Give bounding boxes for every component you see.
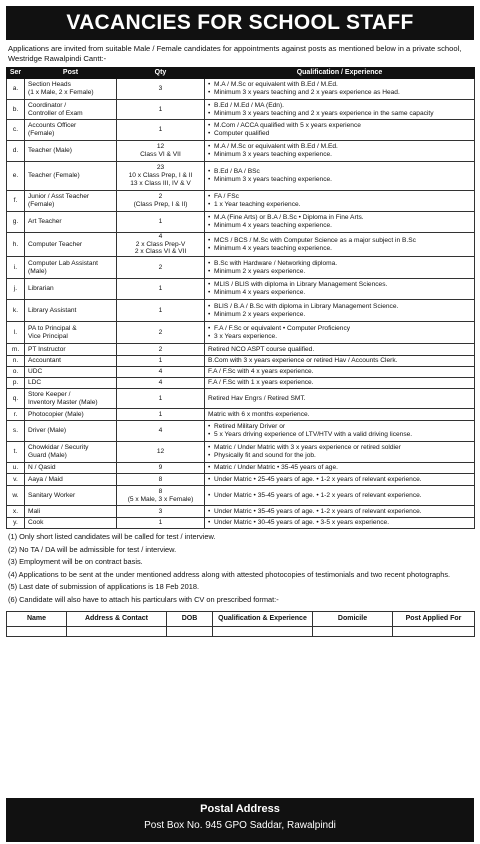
qty-line: 23 bbox=[156, 164, 165, 172]
post-line: Accounts Officer bbox=[28, 122, 77, 130]
cv-format-header: Qualification & Experience bbox=[213, 611, 313, 626]
qualification-line: Retired NCO ASPT course qualified. bbox=[208, 345, 315, 353]
table-row bbox=[7, 212, 475, 233]
note-item: (2) No TA / DA will be admissible for test / interview. bbox=[8, 544, 177, 554]
post-line: Librarian bbox=[28, 285, 54, 293]
qty-line: 13 x Class III, IV & V bbox=[130, 179, 191, 187]
qty-line: (5 x Male, 3 x Female) bbox=[127, 495, 194, 503]
qualification-line: • 5 x Years driving experience of LTV/HTV with a valid driving license. bbox=[208, 431, 471, 439]
qty-line: 1 bbox=[158, 357, 163, 365]
table-header-row bbox=[7, 68, 475, 79]
header-qty: Qty bbox=[117, 68, 205, 79]
row-post bbox=[25, 389, 117, 409]
qualification-line: • M.A / M.Sc or equivalent with B.Ed / M.Ed. bbox=[208, 81, 471, 89]
row-ser: b. bbox=[7, 100, 25, 120]
qty-line: 12 bbox=[156, 143, 165, 151]
note-item: (1) Only short listed candidates will be called for test / interview. bbox=[8, 532, 216, 542]
qty-line: 4 bbox=[158, 368, 163, 376]
qty-line: 2 bbox=[158, 263, 163, 271]
qualification-line: • F.A / F.Sc or equivalent • Computer Proficiency bbox=[208, 325, 471, 333]
qualification-line: • Under Matric • 35-45 years of age. • 1-2 x years of relevant experience. bbox=[208, 492, 471, 500]
table-row bbox=[7, 344, 475, 356]
qualification-line: • Minimum 2 x years experience. bbox=[208, 311, 471, 319]
note-item: (3) Employment will be on contract basis. bbox=[8, 557, 143, 567]
row-qty bbox=[117, 344, 205, 356]
row-qualification bbox=[205, 356, 475, 367]
post-line: (Female) bbox=[28, 130, 55, 137]
table-row bbox=[7, 421, 475, 442]
cv-format-cell bbox=[167, 626, 213, 636]
row-qualification bbox=[205, 233, 475, 257]
qualification-line: • M.A (Fine Arts) or B.A / B.Sc • Diploma in Fine Arts. bbox=[208, 214, 471, 222]
row-post bbox=[25, 344, 117, 356]
qualification-line: B.Com with 3 x years experience or retired Hav / Accounts Clerk. bbox=[208, 357, 398, 365]
qualification-line: • FA / FSc bbox=[208, 193, 471, 201]
row-post bbox=[25, 421, 117, 442]
table-row bbox=[7, 442, 475, 463]
header-qualification: Qualification / Experience bbox=[205, 68, 475, 79]
qualification-line: • Under Matric • 25-45 years of age. • 1-2 x years of relevant experience. bbox=[208, 476, 471, 484]
row-qualification bbox=[205, 421, 475, 442]
table-row bbox=[7, 322, 475, 344]
table-row bbox=[7, 518, 475, 529]
row-qty bbox=[117, 409, 205, 421]
table-row bbox=[7, 279, 475, 300]
row-qualification bbox=[205, 212, 475, 233]
row-ser: m. bbox=[7, 344, 25, 356]
table-row bbox=[7, 389, 475, 409]
vacancies-table bbox=[6, 67, 475, 529]
postal-address: Post Box No. 945 GPO Saddar, Rawalpindi bbox=[144, 820, 336, 831]
qualification-line: • Minimum 2 x years experience. bbox=[208, 268, 471, 276]
row-post bbox=[25, 162, 117, 191]
cv-format-header: Name bbox=[7, 611, 67, 626]
qualification-line: • Minimum 3 x years teaching and 2 x years experience in the same capacity bbox=[208, 110, 471, 118]
table-row bbox=[7, 300, 475, 322]
post-line: Cook bbox=[28, 519, 44, 527]
qty-line: 10 x Class Prep, I & II bbox=[128, 172, 193, 180]
row-qty bbox=[117, 474, 205, 486]
table-row bbox=[7, 79, 475, 100]
qualification-line: • M.A / M.Sc or equivalent with B.Ed / M.Ed. bbox=[208, 143, 471, 151]
cv-format-cell bbox=[213, 626, 313, 636]
qty-line: 2 x Class Prep-V bbox=[135, 240, 186, 248]
table-row bbox=[7, 486, 475, 506]
post-line: Coordinator / bbox=[28, 101, 67, 109]
row-post bbox=[25, 191, 117, 212]
row-ser: e. bbox=[7, 162, 25, 191]
qualification-line: • Matric / Under Matric • 35-45 years of age. bbox=[208, 464, 471, 472]
row-qualification bbox=[205, 367, 475, 378]
post-line: Mali bbox=[28, 507, 41, 515]
header-post: Post bbox=[25, 68, 117, 79]
qty-line: 3 bbox=[158, 507, 163, 515]
cv-format-header: Domicile bbox=[313, 611, 393, 626]
post-line: Art Teacher bbox=[28, 218, 62, 226]
cv-format-cell bbox=[313, 626, 393, 636]
post-line: Photocopier (Male) bbox=[28, 410, 84, 418]
row-ser: o. bbox=[7, 367, 25, 378]
row-qty bbox=[117, 389, 205, 409]
header-ser: Ser bbox=[7, 68, 25, 79]
table-row bbox=[7, 409, 475, 421]
table-row bbox=[7, 191, 475, 212]
row-qualification bbox=[205, 409, 475, 421]
row-qty bbox=[117, 378, 205, 389]
qualification-line: • M.Com / ACCA qualified with 5 x years experience bbox=[208, 122, 471, 130]
row-ser: d. bbox=[7, 141, 25, 162]
row-post bbox=[25, 279, 117, 300]
row-post bbox=[25, 141, 117, 162]
qty-line: 2 x Class VI & VII bbox=[134, 248, 187, 256]
post-line: Section Heads bbox=[28, 81, 71, 89]
row-qty bbox=[117, 191, 205, 212]
row-post bbox=[25, 233, 117, 257]
post-line: Teacher (Female) bbox=[28, 172, 80, 180]
page-title: VACANCIES FOR SCHOOL STAFF bbox=[66, 11, 414, 34]
post-line: Controller of Exam bbox=[28, 109, 83, 117]
post-line: Inventory Master (Male) bbox=[28, 398, 98, 406]
qty-line: 1 bbox=[158, 285, 163, 293]
note-item: (6) Candidate will also have to attach his particulars with CV on prescribed format:- bbox=[8, 595, 279, 605]
row-qty bbox=[117, 442, 205, 463]
row-qty bbox=[117, 486, 205, 506]
row-qualification bbox=[205, 100, 475, 120]
qty-line: 1 bbox=[158, 105, 163, 113]
post-line: (1 x Male, 2 x Female) bbox=[28, 89, 94, 96]
post-line: Computer Lab Assistant bbox=[28, 259, 99, 267]
row-qty bbox=[117, 79, 205, 100]
row-qualification bbox=[205, 518, 475, 529]
postal-address-box bbox=[6, 798, 474, 842]
cv-format-blank-row bbox=[7, 626, 475, 636]
row-post bbox=[25, 100, 117, 120]
row-post bbox=[25, 474, 117, 486]
notes-list bbox=[8, 531, 472, 607]
cv-format-header: Post Applied For bbox=[393, 611, 475, 626]
qualification-line: • Matric / Under Matric with 3 x years experience or retired soldier bbox=[208, 444, 471, 452]
post-line: LDC bbox=[28, 379, 42, 387]
cv-format-header: Address & Contact bbox=[67, 611, 167, 626]
row-qualification bbox=[205, 322, 475, 344]
table-row bbox=[7, 378, 475, 389]
table-row bbox=[7, 367, 475, 378]
qualification-line: • Under Matric • 30-45 years of age. • 3-5 x years experience. bbox=[208, 519, 471, 527]
row-post bbox=[25, 506, 117, 518]
row-post bbox=[25, 257, 117, 279]
row-qualification bbox=[205, 389, 475, 409]
qualification-line: Retired Hav Engrs / Retired SMT. bbox=[208, 394, 306, 402]
row-qty bbox=[117, 322, 205, 344]
cv-format-cell bbox=[67, 626, 167, 636]
qty-line: 3 bbox=[158, 85, 163, 93]
table-row bbox=[7, 474, 475, 486]
table-row bbox=[7, 506, 475, 518]
table-row bbox=[7, 100, 475, 120]
row-qty bbox=[117, 421, 205, 442]
row-qualification bbox=[205, 257, 475, 279]
row-ser: j. bbox=[7, 279, 25, 300]
post-line: Chowkidar / Security bbox=[28, 444, 89, 452]
qualification-line: Matric with 6 x months experience. bbox=[208, 410, 310, 418]
row-qualification bbox=[205, 344, 475, 356]
post-line: Store Keeper / bbox=[28, 390, 71, 398]
qty-line: 1 bbox=[158, 218, 163, 226]
post-line: Vice Principal bbox=[28, 332, 68, 340]
row-qualification bbox=[205, 378, 475, 389]
row-post bbox=[25, 486, 117, 506]
table-row bbox=[7, 356, 475, 367]
row-qty bbox=[117, 356, 205, 367]
qualification-line: • Minimum 4 x years teaching experience. bbox=[208, 222, 471, 230]
row-qty bbox=[117, 233, 205, 257]
cv-format-cell bbox=[393, 626, 475, 636]
title-bar bbox=[6, 6, 474, 40]
row-qty bbox=[117, 257, 205, 279]
qualification-line: • Under Matric • 35-45 years of age. • 1-2 x years of relevant experience. bbox=[208, 508, 471, 516]
row-post bbox=[25, 463, 117, 474]
row-qty bbox=[117, 463, 205, 474]
table-row bbox=[7, 233, 475, 257]
row-ser: h. bbox=[7, 233, 25, 257]
qty-line: 2 bbox=[158, 193, 163, 201]
post-line: UDC bbox=[28, 368, 43, 376]
row-ser: r. bbox=[7, 409, 25, 421]
row-qty bbox=[117, 279, 205, 300]
post-line: Guard (Male) bbox=[28, 452, 67, 460]
row-ser: v. bbox=[7, 474, 25, 486]
row-qualification bbox=[205, 486, 475, 506]
post-line: Junior / Asst Teacher bbox=[28, 193, 90, 201]
qty-line: 1 bbox=[158, 410, 163, 418]
qualification-line: F.A / F.Sc with 1 x years experience. bbox=[208, 379, 314, 387]
note-item: (5) Last date of submission of applications is 18 Feb 2018. bbox=[8, 582, 200, 592]
note-item: (4) Applications to be sent at the under mentioned address along with attested photocopies of testimonials and two recent photographs. bbox=[8, 569, 451, 579]
row-qualification bbox=[205, 79, 475, 100]
row-ser: p. bbox=[7, 378, 25, 389]
row-qty bbox=[117, 506, 205, 518]
qty-line: 4 bbox=[158, 379, 163, 387]
qualification-line: • Minimum 3 x years teaching and 2 x years experience as Head. bbox=[208, 89, 471, 97]
post-line: Sanitary Worker bbox=[28, 491, 76, 499]
table-row bbox=[7, 257, 475, 279]
row-post bbox=[25, 212, 117, 233]
qualification-line: • Minimum 3 x years teaching experience. bbox=[208, 151, 471, 159]
table-row bbox=[7, 162, 475, 191]
row-ser: y. bbox=[7, 518, 25, 529]
qty-line: 1 bbox=[158, 394, 163, 402]
row-ser: i. bbox=[7, 257, 25, 279]
row-post bbox=[25, 356, 117, 367]
qualification-line: • Physically fit and sound for the job. bbox=[208, 452, 471, 460]
row-post bbox=[25, 409, 117, 421]
row-qty bbox=[117, 212, 205, 233]
row-qty bbox=[117, 100, 205, 120]
qualification-line: F.A / F.Sc with 4 x years experience. bbox=[208, 368, 314, 376]
qualification-line: • Retired Military Driver or bbox=[208, 423, 471, 431]
postal-title: Postal Address bbox=[200, 803, 280, 815]
qty-line: 2 bbox=[158, 345, 163, 353]
row-ser: g. bbox=[7, 212, 25, 233]
cv-format-cell bbox=[7, 626, 67, 636]
row-ser: k. bbox=[7, 300, 25, 322]
qty-line: (Class Prep, I & II) bbox=[133, 201, 188, 208]
post-line: N / Qasid bbox=[28, 464, 56, 472]
row-qty bbox=[117, 120, 205, 141]
qualification-line: • MLIS / BLIS with diploma in Library Management Sciences. bbox=[208, 281, 471, 289]
row-qualification bbox=[205, 300, 475, 322]
row-qualification bbox=[205, 191, 475, 212]
row-post bbox=[25, 322, 117, 344]
post-line: Aaya / Maid bbox=[28, 475, 63, 483]
row-ser: n. bbox=[7, 356, 25, 367]
row-post bbox=[25, 300, 117, 322]
qty-line: 8 bbox=[158, 487, 163, 495]
qualification-line: • BLIS / B.A / B.Sc with diploma in Library Management Science. bbox=[208, 303, 471, 311]
qty-line: Class VI & VII bbox=[140, 151, 181, 158]
row-qualification bbox=[205, 162, 475, 191]
cv-format-header: DOB bbox=[167, 611, 213, 626]
qty-line: 2 bbox=[158, 328, 163, 336]
qty-line: 8 bbox=[158, 475, 163, 483]
row-qty bbox=[117, 141, 205, 162]
row-post bbox=[25, 120, 117, 141]
post-line: PT Instructor bbox=[28, 345, 66, 353]
row-ser: u. bbox=[7, 463, 25, 474]
qualification-line: • Minimum 4 x years teaching experience. bbox=[208, 245, 471, 253]
row-ser: t. bbox=[7, 442, 25, 463]
row-ser: s. bbox=[7, 421, 25, 442]
qualification-line: • B.Ed / M.Ed / MA (Edn). bbox=[208, 102, 471, 110]
post-line: PA to Principal & bbox=[28, 324, 77, 332]
row-post bbox=[25, 378, 117, 389]
qualification-line: • Minimum 3 x years teaching experience. bbox=[208, 176, 471, 184]
post-line: Teacher (Male) bbox=[28, 147, 72, 155]
row-ser: q. bbox=[7, 389, 25, 409]
row-qualification bbox=[205, 474, 475, 486]
table-row bbox=[7, 141, 475, 162]
row-ser: l. bbox=[7, 322, 25, 344]
row-ser: c. bbox=[7, 120, 25, 141]
qty-line: 1 bbox=[158, 519, 163, 527]
qty-line: 1 bbox=[158, 126, 163, 134]
cv-format-table bbox=[6, 611, 475, 637]
row-post bbox=[25, 79, 117, 100]
qty-line: 9 bbox=[158, 464, 163, 472]
qty-line: 4 bbox=[158, 233, 163, 240]
row-qualification bbox=[205, 506, 475, 518]
table-row bbox=[7, 120, 475, 141]
qty-line: 12 bbox=[156, 448, 165, 456]
post-line: Accountant bbox=[28, 357, 61, 365]
qualification-line: • MCS / BCS / M.Sc with Computer Science as a major subject in B.Sc bbox=[208, 237, 471, 245]
cv-format-header-row bbox=[7, 611, 475, 626]
row-post bbox=[25, 367, 117, 378]
row-qty bbox=[117, 300, 205, 322]
advertisement bbox=[6, 6, 474, 838]
row-qty bbox=[117, 367, 205, 378]
row-ser: a. bbox=[7, 79, 25, 100]
vacancies-body bbox=[7, 79, 475, 529]
post-line: (Male) bbox=[28, 267, 47, 275]
row-post bbox=[25, 442, 117, 463]
qualification-line: • Minimum 4 x years experience. bbox=[208, 289, 471, 297]
qualification-line: • B.Ed / BA / BSc bbox=[208, 168, 471, 176]
row-post bbox=[25, 518, 117, 529]
post-line: (Female) bbox=[28, 201, 55, 208]
row-ser: f. bbox=[7, 191, 25, 212]
row-qty bbox=[117, 518, 205, 529]
row-ser: x. bbox=[7, 506, 25, 518]
qualification-line: • 1 x Year teaching experience. bbox=[208, 201, 471, 209]
row-qualification bbox=[205, 141, 475, 162]
intro-text: Applications are invited from suitable Male / Female candidates for appointments against posts as mentioned below in a private school, Westridge Rawalpindi Cantt:- bbox=[8, 44, 462, 63]
post-line: Library Assistant bbox=[28, 306, 77, 314]
qualification-line: • B.Sc with Hardware / Networking diploma. bbox=[208, 260, 471, 268]
table-row bbox=[7, 463, 475, 474]
row-qualification bbox=[205, 120, 475, 141]
row-qualification bbox=[205, 463, 475, 474]
post-line: Computer Teacher bbox=[28, 240, 83, 248]
qualification-line: • 3 x Years experience. bbox=[208, 333, 471, 341]
qty-line: 1 bbox=[158, 306, 163, 314]
row-qualification bbox=[205, 279, 475, 300]
row-ser: w. bbox=[7, 486, 25, 506]
row-qty bbox=[117, 162, 205, 191]
qty-line: 4 bbox=[158, 427, 163, 435]
qualification-line: • Computer qualified bbox=[208, 130, 471, 138]
post-line: Driver (Male) bbox=[28, 427, 67, 435]
row-qualification bbox=[205, 442, 475, 463]
